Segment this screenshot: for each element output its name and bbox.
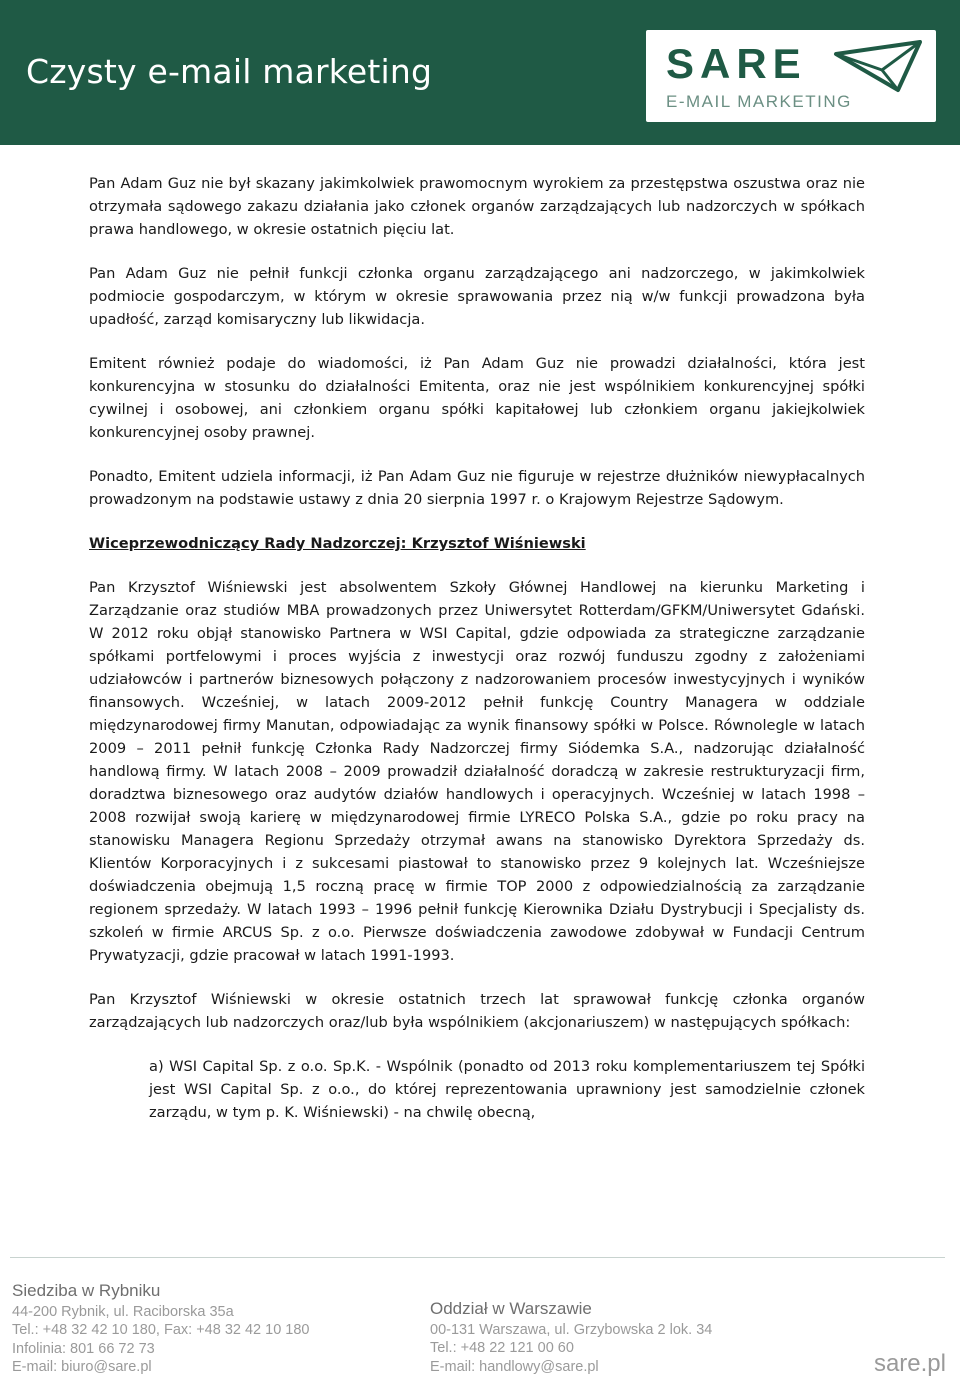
page-header <box>0 0 960 145</box>
hq-phone: Tel.: +48 32 42 10 180, Fax: +48 32 42 10 180 <box>12 1322 310 1338</box>
footer-website-link[interactable]: sare.pl <box>873 1350 946 1377</box>
logo-brand: SARE <box>666 40 807 87</box>
branch-phone: Tel.: +48 22 121 00 60 <box>430 1340 574 1356</box>
footer-divider <box>10 1257 945 1258</box>
section-heading: Wiceprzewodniczący Rady Nadzorczej: Krzysztof Wiśniewski <box>89 535 586 552</box>
footer-branch <box>430 1300 712 1376</box>
branch-address: 00-131 Warszawa, ul. Grzybowska 2 lok. 34 <box>430 1321 713 1338</box>
logo-tagline: E-MAIL MARKETING <box>666 92 852 111</box>
footer-hq <box>12 1282 309 1377</box>
paragraph-4: Ponadto, Emitent udziela informacji, iż Pan Adam Guz nie figuruje w rejestrze dłużników niewypłacalnych prowadzonym na podstawie ustawy z dnia 20 sierpnia 1997 r. o Krajowym Rejestrze Sądowym. <box>89 468 865 508</box>
hq-email[interactable]: E-mail: biuro@sare.pl <box>12 1359 152 1375</box>
paragraph-3: Emitent również podaje do wiadomości, iż Pan Adam Guz nie prowadzi działalności, która jest konkurencyjna w stosunku do działalności Emitenta, oraz nie jest wspólnikiem konkurencyjnej spółki cywilnej i osobowej, ani członkiem organu spółki kapitałowej lub członkiem organu jakiejkolwiek konkurencyjnej osoby prawnej. <box>89 355 865 441</box>
header-title: Czysty e-mail marketing <box>26 52 433 91</box>
hq-address: 44-200 Rybnik, ul. Raciborska 35a <box>12 1303 234 1320</box>
bio-paragraph: Pan Krzysztof Wiśniewski jest absolwentem Szkoły Głównej Handlowej na kierunku Marketing i Zarządzanie oraz studiów MBA prowadzonych przez Uniwersytet Rotterdam/GFKM/Uniwersytet Gdański. W 2012 roku objął stanowisko Partnera w WSI Capital, gdzie odpowiada za strategiczne zarządzanie spółkami portfelowymi i proces wyjścia z inwestycji oraz rozwój funduszu zgodny z założeniami udziałowców i partnerów biznesowych połączony z nadzorowaniem procesów inwestycyjnych i wyników finansowych. Wcześniej, w latach 2009-2012 pełnił funkcję Country Managera w oddziale międzynarodowej firmy Manutan, odpowiadając za wynik finansowy spółki w Polsce. Równolegle w latach 2009 – 2011 pełnił funkcję Członka Rady Nadzorczej firmy Siódemka S.A., nadzorując działalność handlową firmy. W latach 2008 – 2009 prowadził działalność doradczą w zakresie restrukturyzacji firm, doradztwa biznesowego oraz audytów działów handlowych i operacyjnych. Wcześniej w latach 1998 – 2008 rozwijał swoją karierę w międzynarodowej firmie LYRECO Polska S.A., gdzie po roku pracy na stanowisku Managera Regionu Sprzedaży otrzymał awans na stanowisko Dyrektora Sprzedaży ds. Klientów Korporacyjnych i z sukcesami piastował to stanowisko przez 9 kolejnych lat. Wcześniejsze doświadczenia obejmują 1,5 roczną pracę w firmie TOP 2000 z odpowiedzialnością za zarządzanie regionem sprzedaży. W latach 1993 – 1996 pełnił funkcję Kierownika Działu Dystrybucji i Specjalisty ds. szkoleń w firmie ARCUS Sp. z o.o. Pierwsze doświadczenia zawodowe zdobywał w Fundacji Centrum Prywatyzacji, gdzie pracował w latach 1991-1993. <box>89 579 865 964</box>
paragraph-1: Pan Adam Guz nie był skazany jakimkolwiek prawomocnym wyrokiem za przestępstwa oszustwa oraz nie otrzymała sądowego zakazu działania jako członek organów zarządzających lub nadzorczych w spółkach prawa handlowego, w okresie ostatnich pięciu lat. <box>89 175 865 238</box>
hq-infoline: Infolinia: 801 66 72 73 <box>12 1340 155 1357</box>
envelope-icon <box>832 40 924 94</box>
sare-logo <box>646 30 936 122</box>
branch-title: Oddział w Warszawie <box>430 1299 592 1318</box>
roles-intro: Pan Krzysztof Wiśniewski w okresie ostatnich trzech lat sprawował funkcję członka organów zarządzających lub nadzorczych oraz/lub była wspólnikiem (akcjonariuszem) w następujących spółkach: <box>89 991 865 1031</box>
hq-title: Siedziba w Rybniku <box>12 1281 161 1300</box>
list-item: a) WSI Capital Sp. z o.o. Sp.K. - Wspólnik (ponadto od 2013 roku komplementariuszem tej Spółki jest WSI Capital Sp. z o.o., do której reprezentowania uprawniony jest samodzielnie członek zarządu, w tym p. K. Wiśniewski) - na chwilę obecną, <box>149 1058 865 1121</box>
branch-email[interactable]: E-mail: handlowy@sare.pl <box>430 1358 599 1375</box>
document-body <box>89 172 865 1124</box>
paragraph-2: Pan Adam Guz nie pełnił funkcji członka organu zarządzającego ani nadzorczego, w jakimkolwiek podmiocie gospodarczym, w którym w okresie sprawowania przez nią w/w funkcji prowadzona była upadłość, zarząd komisaryczny lub likwidacja. <box>89 265 865 328</box>
